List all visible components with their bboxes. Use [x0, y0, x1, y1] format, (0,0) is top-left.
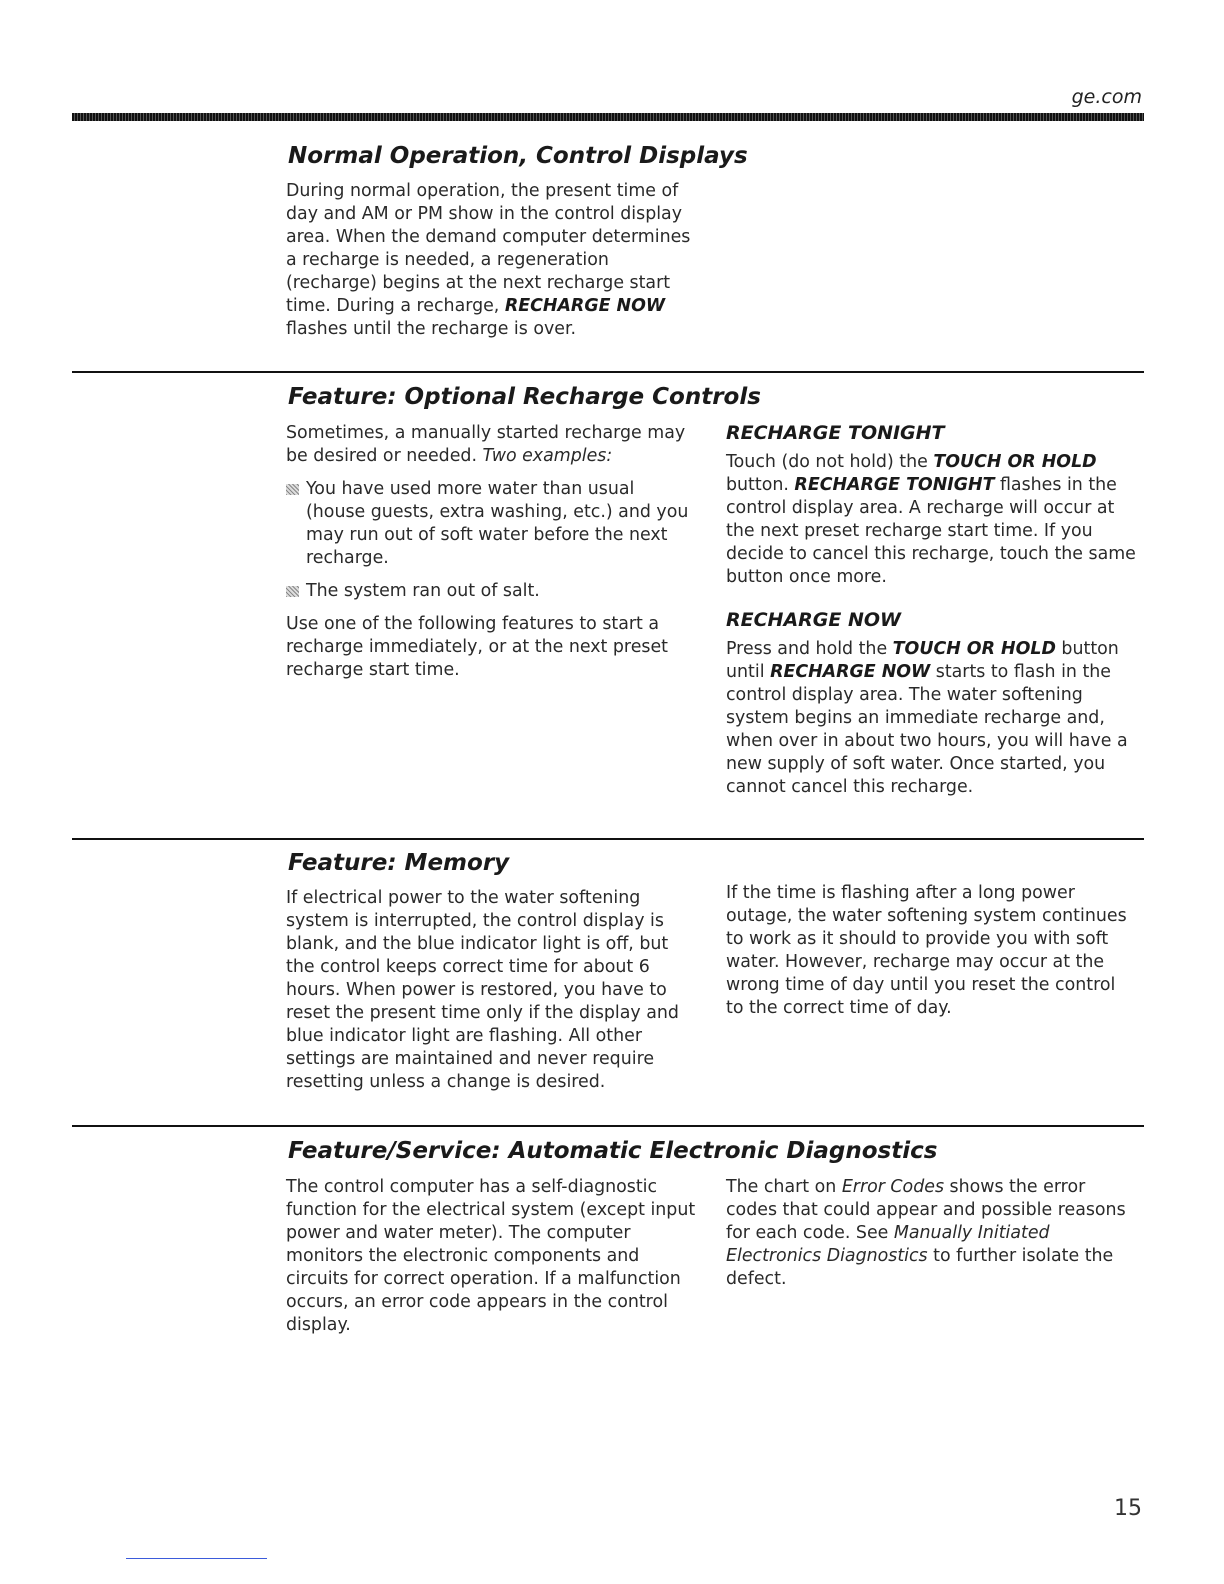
section-divider: [72, 1125, 1144, 1127]
recharge-controls-right: [726, 422, 1136, 809]
site-url: ge.com: [1071, 86, 1142, 108]
bullet-icon: [286, 586, 299, 597]
memory-left: [286, 887, 696, 1104]
normal-operation-paragraph: During normal operation, the present time of day and AM or PM show in the control display area. When the demand computer determines a recharge is needed, a regeneration (recharge) begins at the next recharge start time. During a recharge, RECHARGE NOW flashes until the recharge is over.: [286, 181, 691, 339]
section-title-normal-operation: Normal Operation, Control Displays: [288, 143, 748, 169]
recharge-now-term: RECHARGE NOW: [504, 296, 666, 316]
recharge-controls-left: [286, 422, 696, 692]
diagnostics-right-paragraph: The chart on Error Codes shows the error codes that could appear and possible reasons for each code. See Manually Initiated Electronics Diagnostics to further isolate the defect.: [726, 1177, 1126, 1289]
bullet-icon: [286, 484, 299, 495]
footer-line: [126, 1558, 267, 1559]
section-title-memory: Feature: Memory: [288, 850, 510, 876]
memory-right: [726, 882, 1136, 1030]
diagnostics-reference: Manually Initiated Electronics Diagnostics: [726, 1223, 1050, 1266]
recharge-tonight-text: Touch (do not hold) the TOUCH OR HOLD button. RECHARGE TONIGHT flashes in the control display area. A recharge will occur at the next preset recharge start time. If you decide to cancel this recharge, touch the same button once more.: [726, 452, 1136, 587]
diagnostics-left: [286, 1176, 701, 1347]
memory-left-paragraph: If electrical power to the water softening system is interrupted, the control display is blank, and the blue indicator light is off, but the control keeps correct time for about 6 hours. When power is restored, you have to reset the present time only if the display and blue indicator light are flashing. All other settings are maintained and never require resetting unless a change is desired.: [286, 888, 679, 1092]
page-number: 15: [1114, 1496, 1142, 1521]
section-title-diagnostics: Feature/Service: Automatic Electronic Diagnostics: [288, 1138, 938, 1164]
diagnostics-right: [726, 1176, 1136, 1301]
recharge-tonight-heading: RECHARGE TONIGHT: [726, 422, 945, 444]
memory-right-paragraph: If the time is flashing after a long power outage, the water softening system continues to work as it should to provide you with soft water. However, recharge may occur at the wrong time of day until you reset the control to the correct time of day.: [726, 883, 1127, 1018]
recharge-now-text: Press and hold the TOUCH OR HOLD button until RECHARGE NOW starts to flash in the control display area. The water softening system begins an immediate recharge and, when over in about two hours, you will have a new supply of soft water. Once started, you cannot cancel this recharge.: [726, 639, 1128, 797]
header-rule: [72, 113, 1144, 121]
section-title-recharge-controls: Feature: Optional Recharge Controls: [288, 384, 761, 410]
section-divider: [72, 838, 1144, 840]
normal-operation-body: [286, 180, 696, 351]
recharge-now-heading: RECHARGE NOW: [726, 609, 901, 631]
list-item: You have used more water than usual (house guests, extra washing, etc.) and you may run out of soft water before the next recharge.: [286, 478, 696, 570]
error-codes-reference: Error Codes: [841, 1177, 944, 1197]
recharge-intro: Sometimes, a manually started recharge may be desired or needed. Two examples:: [286, 423, 686, 466]
section-divider: [72, 371, 1144, 373]
diagnostics-left-paragraph: The control computer has a self-diagnostic function for the electrical system (except input power and water meter). The computer monitors the electronic components and circuits for correct operation. If a malfunction occurs, an error code appears in the control display.: [286, 1177, 696, 1335]
recharge-outro: Use one of the following features to start a recharge immediately, or at the next preset recharge start time.: [286, 614, 668, 680]
list-item: The system ran out of salt.: [286, 580, 696, 603]
